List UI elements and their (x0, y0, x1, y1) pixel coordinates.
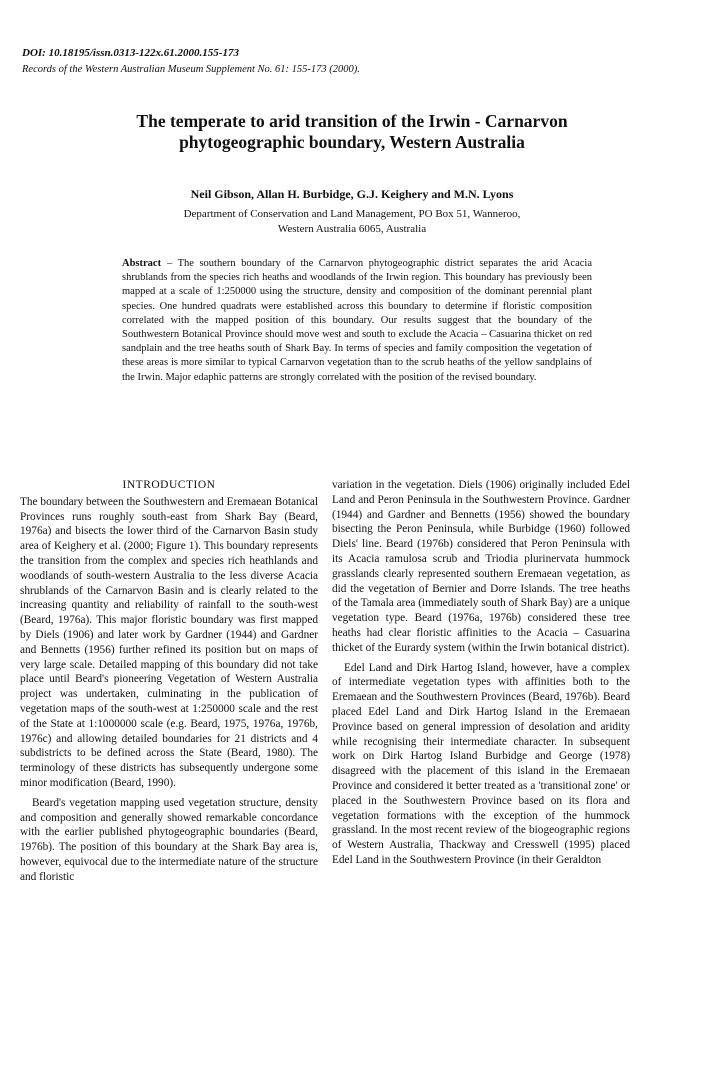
abstract-label: Abstract (122, 258, 162, 269)
section-heading-introduction: INTRODUCTION (122, 479, 216, 491)
paragraph: Edel Land and Dirk Hartog Island, however, have a complex of intermediate vegetation types with affinities both to the Eremaean and the Southwestern Provinces (Beard, 1976b). Beard placed Edel Land and Dirk Hartog Island in the Eremaean Province based on general impression of desolation and aridity while recognising their intermediate character. In subsequent work on Dirk Hartog Island Burbidge and George (1978) disagreed with the placement of this island in the Eremaean Province and considered it better treated as a 'transitional zone' or placed in the Southwestern Province based on its flora and vegetation formations with the exception of the hummock grassland. In the most recent review of the biogeographic regions of Western Australia, Thackway and Cresswell (1995) placed Edel Land in the Southwestern Province (in their Geraldton (332, 661, 630, 866)
paragraph: variation in the vegetation. Diels (1906) originally included Edel Land and Peron Peninsula in the Southwestern Province. Gardner (1944) and Gardner and Bennetts (1956) showed the boundary bisecting the Peron Peninsula, while Burbidge (1960) followed Diels' line. Beard (1976b) considered that Peron Peninsula with its Acacia ramulosa scrub and Triodia plurinervata hummock grasslands clearly represented southern Eremaean vegetation, as did the vegetation of Bernier and Dorre Islands. The tree heaths of the Tamala area (immediately south of Shark Bay) are a unique vegetation type. Beard (1976a, 1976b) considered these tree heaths had clear floristic affinities to the Acacia – Casuarina thicket of the Eurardy system (within the Irwin botanical district). (332, 479, 630, 654)
paragraph: Beard's vegetation mapping used vegetation structure, density and composition and generally showed remarkable concordance with the earlier published phytogeographic boundaries (Beard, 1976b). The position of this boundary at the Shark Bay area is, however, equivocal due to the intermediate nature of the structure and floristic (20, 796, 318, 883)
doi-line: DOI: 10.18195/issn.0313-122x.61.2000.155-173 (22, 47, 239, 59)
affiliation-line-1: Department of Conservation and Land Management, PO Box 51, Wanneroo, (183, 208, 521, 220)
paragraph: The boundary between the Southwestern and Eremaean Botanical Provinces runs roughly south-east from Shark Bay (Beard, 1976a) and bisects the lower third of the Carnarvon Basin study area of Keighery et al. (2000; Figure 1). This boundary represents the transition from the complex and species rich heathlands and woodlands of south-western Australia to the less diverse Acacia shrublands of the Carnarvon Basin and is clearly related to the increasing quantity and reliability of rainfall to the south-west (Beard, 1976a). This major floristic boundary was first mapped by Diels (1906) and later work by Gardner (1944) and Gardner and Bennetts (1956) further refined its position but on maps of very large scale. Detailed mapping of this boundary did not take place until Beard's pioneering Vegetation of Western Australia project was undertaken, culminating in the publication of vegetation maps of the south-west at 1:250000 scale and the rest of the State at 1:1000000 scale (e.g. Beard, 1975, 1976a, 1976b, 1976c) and allowing detailed boundaries for 21 districts and 4 subdistricts to be defined across the State (Beard, 1980). The terminology of these districts has subsequently undergone some minor modification (Beard, 1990). (20, 495, 318, 789)
article-title (40, 111, 664, 153)
author-list: Neil Gibson, Allan H. Burbidge, G.J. Keighery and M.N. Lyons (190, 187, 514, 201)
abstract-text: – The southern boundary of the Carnarvon phytogeographic district separates the arid Acacia shrublands from the species rich heaths and woodlands of the Irwin region. This boundary has previously been mapped at a scale of 1:250000 using the structure, density and composition of the dominant perennial plant species. One hundred quadrats were established across this boundary to determine if floristic composition correlated with the mapped position of this boundary. Our results suggest that the boundary of the Southwestern Botanical Province should move west and south to exclude the Acacia – Casuarina thicket on red sandplain and the tree heaths south of Shark Bay. In terms of species and family composition the vegetation of these areas is more similar to typical Carnarvon vegetation than to the scrub heaths of the yellow sandplains of the Irwin. Major edaphic patterns are strongly correlated with the position of the revised boundary. (122, 258, 592, 383)
affiliation-line-2: Western Australia 6065, Australia (277, 223, 427, 235)
abstract (122, 257, 592, 385)
left-column (20, 478, 318, 890)
journal-citation: Records of the Western Australian Museum Supplement No. 61: 155-173 (2000). (22, 64, 360, 75)
affiliation (110, 207, 594, 237)
right-column (332, 478, 630, 873)
title-line-2: phytogeographic boundary, Western Australia (179, 132, 525, 152)
title-line-1: The temperate to arid transition of the Irwin - Carnarvon (136, 111, 568, 131)
